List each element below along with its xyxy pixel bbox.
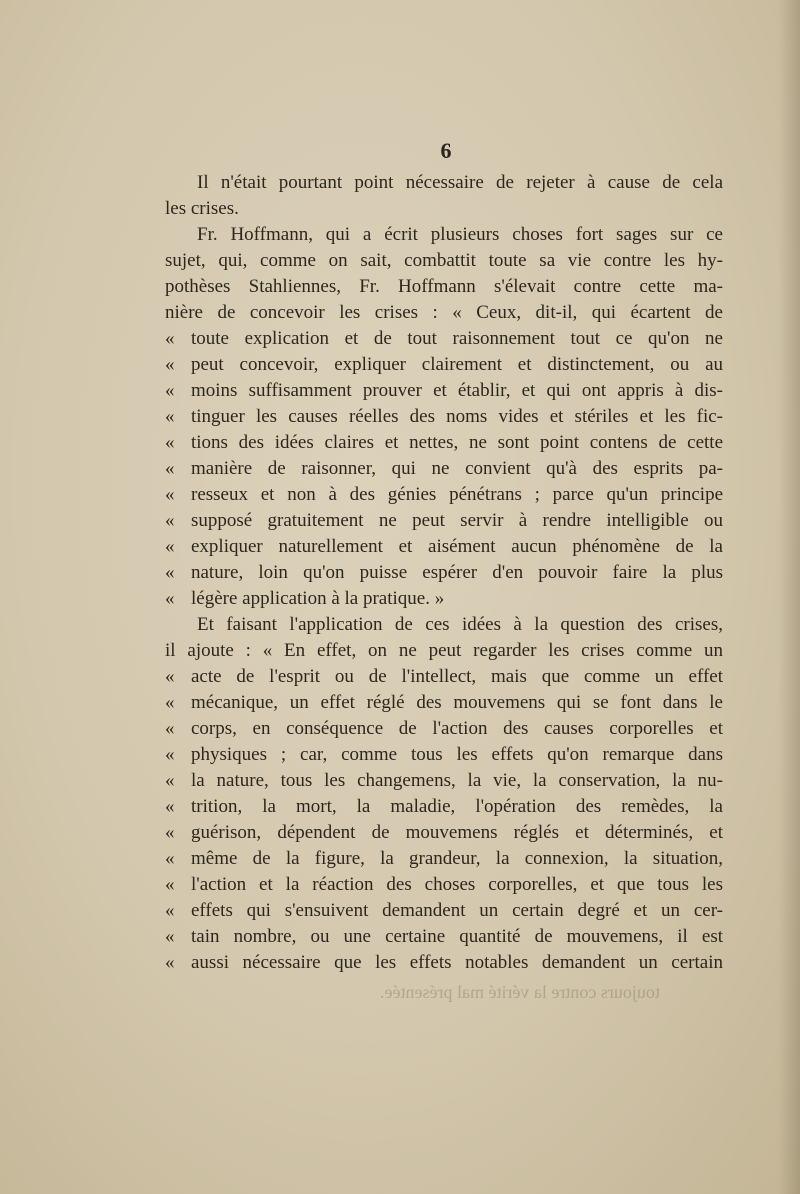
quote-mark: «	[165, 432, 175, 453]
quote-mark: «	[165, 458, 175, 479]
line-text: Et faisant l'application de ces idées à la question des crises,	[197, 614, 723, 635]
text-line	[165, 274, 723, 300]
text-line	[165, 170, 723, 196]
text-line	[165, 248, 723, 274]
text-line	[165, 846, 723, 872]
text-line	[165, 742, 723, 768]
line-text: les crises.	[165, 198, 239, 219]
line-text: nature, loin qu'on puisse espérer d'en pouvoir faire la plus	[191, 562, 723, 583]
line-text: toute explication et de tout raisonnement tout ce qu'on ne	[191, 328, 723, 349]
line-text: tinguer les causes réelles des noms vides et stériles et les fic-	[191, 406, 723, 427]
quote-mark: «	[165, 484, 175, 505]
text-line	[165, 898, 723, 924]
body-text	[165, 170, 723, 976]
quote-mark: «	[165, 744, 175, 765]
text-line	[165, 950, 723, 976]
line-text: supposé gratuitement ne peut servir à rendre intelligible ou	[191, 510, 723, 531]
text-line	[165, 222, 723, 248]
line-text: manière de raisonner, qui ne convient qu'à des esprits pa-	[191, 458, 723, 479]
quote-mark: «	[165, 328, 175, 349]
line-text: tain nombre, ou une certaine quantité de mouvemens, il est	[191, 926, 723, 947]
quote-mark: «	[165, 380, 175, 401]
text-line	[165, 352, 723, 378]
line-text: nière de concevoir les crises : « Ceux, dit-il, qui écartent de	[165, 302, 723, 323]
quote-mark: «	[165, 562, 175, 583]
text-line	[165, 300, 723, 326]
text-line	[165, 456, 723, 482]
line-text: corps, en conséquence de l'action des causes corporelles et	[191, 718, 723, 739]
quote-mark: «	[165, 406, 175, 427]
line-text: physiques ; car, comme tous les effets qu'on remarque dans	[191, 744, 723, 765]
quote-mark: «	[165, 588, 175, 609]
text-line	[165, 612, 723, 638]
text-line	[165, 560, 723, 586]
quote-mark: «	[165, 952, 175, 973]
line-text: légère application à la pratique. »	[191, 588, 445, 609]
text-line	[165, 378, 723, 404]
quote-mark: «	[165, 510, 175, 531]
line-text: il ajoute : « En effet, on ne peut regarder les crises comme un	[165, 640, 723, 661]
line-text: peut concevoir, expliquer clairement et distinctement, ou au	[191, 354, 723, 375]
bleed-through-text: toujours contre la vérité mal présentée.	[380, 982, 660, 1002]
text-line	[165, 638, 723, 664]
text-line	[165, 482, 723, 508]
text-line	[165, 534, 723, 560]
text-line	[165, 716, 723, 742]
quote-mark: «	[165, 536, 175, 557]
text-line	[165, 768, 723, 794]
line-text: la nature, tous les changemens, la vie, la conservation, la nu-	[191, 770, 723, 791]
quote-mark: «	[165, 900, 175, 921]
line-text: aussi nécessaire que les effets notables demandent un certain	[191, 952, 723, 973]
quote-mark: «	[165, 848, 175, 869]
quote-mark: «	[165, 926, 175, 947]
text-line	[165, 326, 723, 352]
quote-mark: «	[165, 822, 175, 843]
text-line	[165, 196, 723, 222]
quote-mark: «	[165, 770, 175, 791]
line-text: tions des idées claires et nettes, ne sont point contens de cette	[191, 432, 723, 453]
line-text: pothèses Stahliennes, Fr. Hoffmann s'élevait contre cette ma-	[165, 276, 723, 297]
text-line	[165, 664, 723, 690]
line-text: même de la figure, la grandeur, la connexion, la situation,	[191, 848, 723, 869]
text-line	[165, 508, 723, 534]
line-text: l'action et la réaction des choses corporelles, et que tous les	[191, 874, 723, 895]
line-text: expliquer naturellement et aisément aucun phénomène de la	[191, 536, 723, 557]
text-line	[165, 430, 723, 456]
text-line	[165, 794, 723, 820]
line-text: mécanique, un effet réglé des mouvemens qui se font dans le	[191, 692, 723, 713]
text-line	[165, 924, 723, 950]
quote-mark: «	[165, 692, 175, 713]
line-text: effets qui s'ensuivent demandent un certain degré et un cer-	[191, 900, 723, 921]
text-line	[165, 690, 723, 716]
line-text: moins suffisamment prouver et établir, et qui ont appris à dis-	[191, 380, 723, 401]
page-number: 6	[440, 138, 452, 163]
line-text: guérison, dépendent de mouvemens réglés et déterminés, et	[191, 822, 723, 843]
quote-mark: «	[165, 666, 175, 687]
line-text: acte de l'esprit ou de l'intellect, mais que comme un effet	[191, 666, 723, 687]
quote-mark: «	[165, 874, 175, 895]
line-text: Fr. Hoffmann, qui a écrit plusieurs choses fort sages sur ce	[197, 224, 723, 245]
line-text: Il n'était pourtant point nécessaire de rejeter à cause de cela	[197, 172, 723, 193]
line-text: resseux et non à des génies pénétrans ; parce qu'un principe	[191, 484, 723, 505]
line-text: trition, la mort, la maladie, l'opération des remèdes, la	[191, 796, 723, 817]
text-line	[165, 820, 723, 846]
line-text: sujet, qui, comme on sait, combattit toute sa vie contre les hy-	[165, 250, 723, 271]
text-line	[165, 872, 723, 898]
quote-mark: «	[165, 354, 175, 375]
quote-mark: «	[165, 796, 175, 817]
quote-mark: «	[165, 718, 175, 739]
text-line	[165, 404, 723, 430]
text-line	[165, 586, 723, 612]
